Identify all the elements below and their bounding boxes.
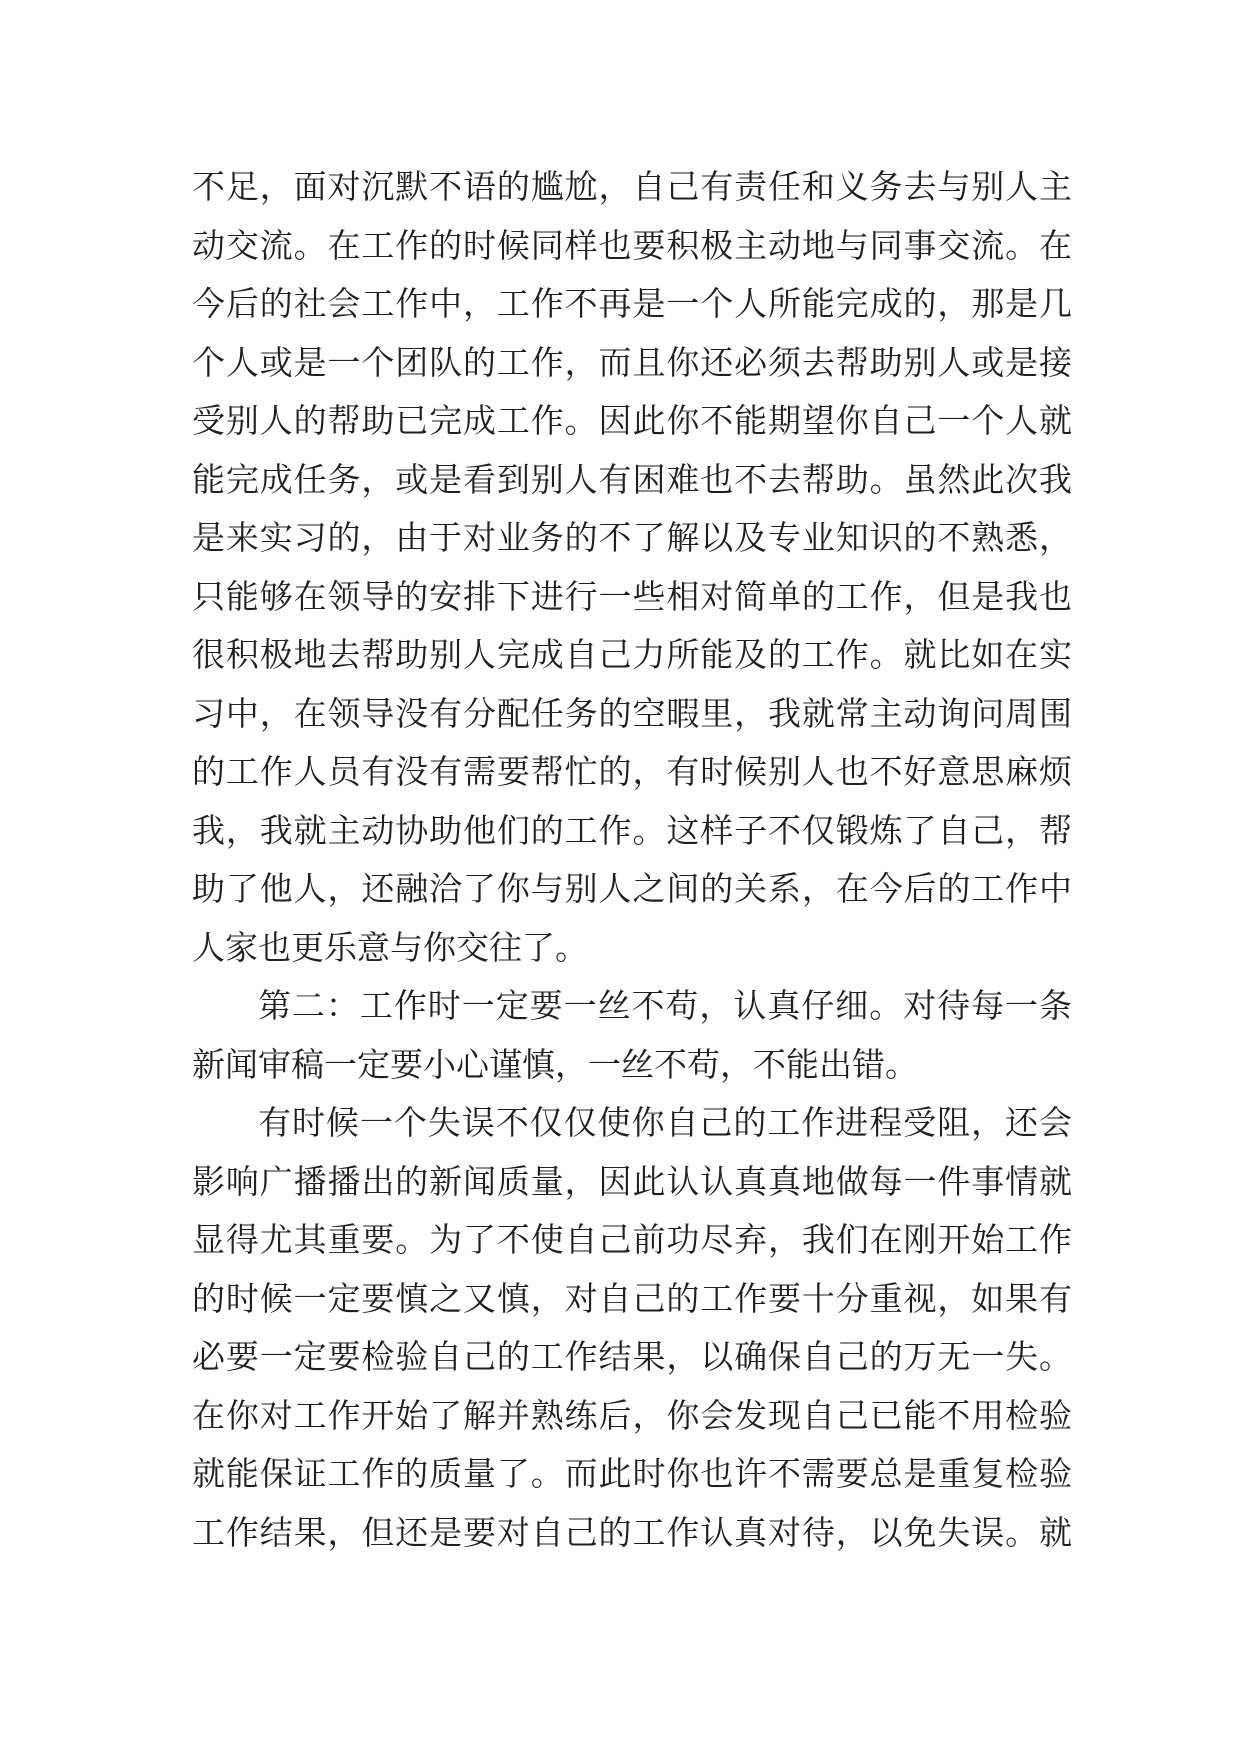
text-line: 人家也更乐意与你交往了。 xyxy=(192,927,588,967)
paragraph-first-line: 第二：工作时一定要一丝不苟，认真仔细。对待每一条 xyxy=(258,986,1072,1025)
text-line: 在你对工作开始了解并熟练后，你会发现自己已能不用检验 xyxy=(192,1395,1072,1435)
text-line: 习中，在领导没有分配任务的空暇里，我就常主动询问周围 xyxy=(192,693,1072,733)
text-line: 的时候一定要慎之又慎，对自己的工作要十分重视，如果有 xyxy=(192,1278,1072,1318)
paragraph-first-line: 有时候一个失误不仅仅使你自己的工作进程受阻，还会 xyxy=(258,1103,1072,1142)
text-line: 个人或是一个团队的工作，而且你还必须去帮助别人或是接 xyxy=(192,342,1072,382)
text-line: 动交流。在工作的时候同样也要积极主动地与同事交流。在 xyxy=(192,225,1072,265)
text-line: 工作结果，但还是要对自己的工作认真对待，以免失误。就 xyxy=(192,1512,1072,1552)
text-line: 影响广播播出的新闻质量，因此认认真真地做每一件事情就 xyxy=(192,1161,1072,1201)
body-text xyxy=(192,158,1072,1562)
text-line: 就能保证工作的质量了。而此时你也许不需要总是重复检验 xyxy=(192,1454,1072,1493)
text-line: 能完成任务，或是看到别人有困难也不去帮助。虽然此次我 xyxy=(192,459,1072,499)
text-line: 助了他人，还融洽了你与别人之间的关系，在今后的工作中 xyxy=(192,869,1072,908)
text-line: 今后的社会工作中，工作不再是一个人所能完成的，那是几 xyxy=(192,284,1072,323)
text-line: 很积极地去帮助别人完成自己力所能及的工作。就比如在实 xyxy=(192,635,1072,674)
text-line: 我，我就主动协助他们的工作。这样子不仅锻炼了自己，帮 xyxy=(192,810,1072,850)
text-line: 受别人的帮助已完成工作。因此你不能期望你自己一个人就 xyxy=(192,401,1072,440)
text-line: 必要一定要检验自己的工作结果，以确保自己的万无一失。 xyxy=(192,1337,1072,1376)
text-line: 的工作人员有没有需要帮忙的，有时候别人也不好意思麻烦 xyxy=(192,752,1072,791)
text-line: 不足，面对沉默不语的尴尬，自己有责任和义务去与别人主 xyxy=(192,167,1072,206)
text-line: 是来实习的，由于对业务的不了解以及专业知识的不熟悉， xyxy=(192,518,1072,557)
text-line: 显得尤其重要。为了不使自己前功尽弃，我们在刚开始工作 xyxy=(192,1220,1072,1259)
text-line: 新闻审稿一定要小心谨慎，一丝不苟，不能出错。 xyxy=(192,1044,918,1084)
text-line: 只能够在领导的安排下进行一些相对简单的工作，但是我也 xyxy=(192,576,1072,616)
